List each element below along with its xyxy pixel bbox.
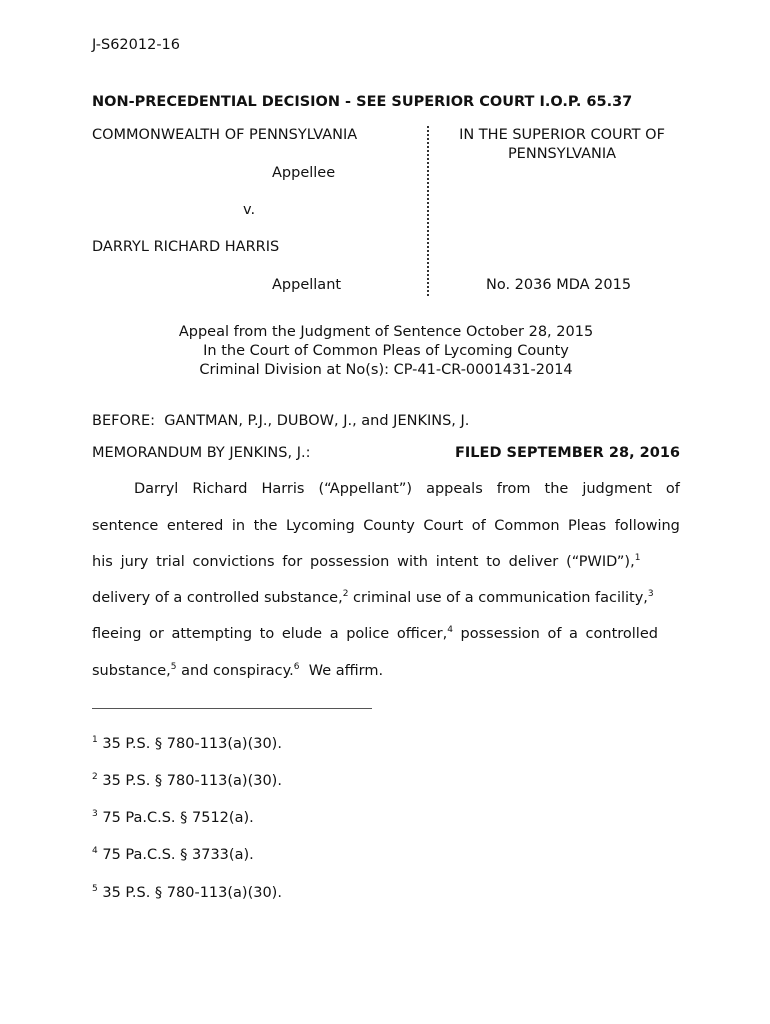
body-word: Court [423, 518, 464, 534]
body-word: Common [494, 518, 560, 534]
footnote-2 [92, 773, 282, 789]
body-word: Pleas [568, 518, 607, 534]
body-word: Harris [261, 481, 305, 497]
decision-notice: NON-PRECEDENTIAL DECISION - SEE SUPERIOR COURT I.O.P. 65.37 [92, 94, 633, 110]
footnote-3 [92, 810, 254, 826]
footnote-number: 3 [92, 809, 98, 819]
footnote-ref[interactable]: 6 [293, 662, 300, 672]
footnote-separator [92, 708, 372, 709]
footnote-number: 5 [92, 884, 98, 894]
footnote-text: 75 Pa.C.S. § 7512(a). [102, 810, 254, 826]
filed-date: FILED SEPTEMBER 28, 2016 [455, 445, 680, 461]
body-word: Richard [192, 481, 248, 497]
caption-versus: v. [243, 202, 256, 218]
caption-party-commonwealth: COMMONWEALTH OF PENNSYLVANIA [92, 127, 358, 143]
footnote-ref[interactable]: 5 [170, 662, 177, 672]
body-word: of [471, 518, 486, 534]
footnote-4 [92, 847, 254, 863]
body-text: delivery of a controlled substance, [92, 590, 343, 606]
footnote-number: 2 [92, 772, 98, 782]
body-word: sentence [92, 518, 159, 534]
body-text: and conspiracy. [176, 663, 294, 679]
footnote-ref[interactable]: 2 [342, 589, 349, 599]
court-name-line1: IN THE SUPERIOR COURT OF [459, 127, 665, 143]
footnote-text: 75 Pa.C.S. § 3733(a). [102, 847, 254, 863]
footnote-number: 4 [92, 846, 98, 856]
body-word: in [231, 518, 246, 534]
memorandum-author: MEMORANDUM BY JENKINS, J.: [92, 445, 311, 461]
body-word: of [665, 481, 680, 497]
footnote-1 [92, 736, 282, 752]
body-word: (“Appellant”) [318, 481, 413, 497]
body-line-3 [92, 554, 680, 570]
body-text: substance, [92, 663, 171, 679]
body-word: County [363, 518, 415, 534]
body-word: appeals [426, 481, 483, 497]
panel-judges: BEFORE: GANTMAN, P.J., DUBOW, J., and JENKINS, J. [92, 413, 470, 429]
caption-role-appellee: Appellee [272, 165, 336, 181]
body-text: fleeing or attempting to elude a police officer, [92, 626, 448, 642]
footnote-ref[interactable]: 1 [634, 553, 641, 563]
footnote-text: 35 P.S. § 780-113(a)(30). [102, 736, 282, 752]
footnote-ref[interactable]: 4 [447, 625, 453, 635]
footnote-ref[interactable]: 3 [647, 589, 654, 599]
case-number: No. 2036 MDA 2015 [486, 277, 632, 293]
caption-party-defendant: DARRYL RICHARD HARRIS [92, 239, 280, 255]
caption-divider [427, 126, 429, 296]
body-text: possession of a controlled [452, 626, 658, 642]
body-word: Lycoming [285, 518, 355, 534]
body-text: his jury trial convictions for possession with intent to deliver (“PWID”), [92, 554, 635, 570]
body-line-2 [92, 518, 680, 534]
body-line-6 [92, 663, 680, 679]
body-word: the [544, 481, 569, 497]
footnote-5 [92, 885, 282, 901]
body-word: from [496, 481, 531, 497]
appeal-line-3: Criminal Division at No(s): CP-41-CR-0001431-2014 [199, 362, 573, 378]
caption-role-appellant: Appellant [272, 277, 342, 293]
appeal-line-1: Appeal from the Judgment of Sentence October 28, 2015 [178, 324, 594, 340]
footnote-text: 35 P.S. § 780-113(a)(30). [102, 773, 282, 789]
footnote-text: 35 P.S. § 780-113(a)(30). [102, 885, 282, 901]
appeal-line-2: In the Court of Common Pleas of Lycoming County [203, 343, 569, 359]
docket-reference: J-S62012-16 [92, 37, 181, 53]
body-word: following [614, 518, 680, 534]
body-text: criminal use of a communication facility, [348, 590, 648, 606]
body-line-1 [134, 481, 680, 497]
body-line-5 [92, 626, 680, 642]
body-word: judgment [582, 481, 652, 497]
court-name-line2: PENNSYLVANIA [507, 146, 617, 162]
body-word: entered [166, 518, 224, 534]
body-text: We affirm. [299, 663, 384, 679]
body-word: the [253, 518, 278, 534]
body-line-4 [92, 590, 680, 606]
body-word: Darryl [134, 481, 179, 497]
footnote-number: 1 [92, 735, 98, 745]
